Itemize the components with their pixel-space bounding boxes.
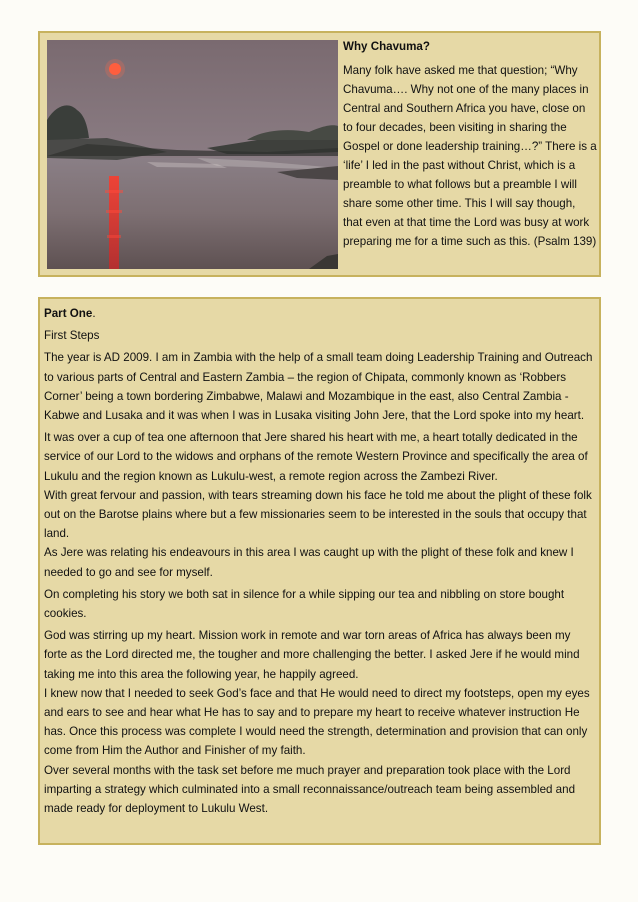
paragraph: Over several months with the task set before me much prayer and preparation took place with the Lord imparting a strategy which culminated into a small reconnaissance/outreach team being assembled and made ready for deployment to Lukulu West. <box>44 763 576 816</box>
paragraph: The year is AD 2009. I am in Zambia with the help of a small team doing Leadership Training and Outreach to various parts of Central and Eastern Zambia – the region of Chipata, commonly known as ‘Robbers Corner’ being a town bordering Zimbabwe, Malawi and Mozambique in the east, also Central Zambia - Kabwe and Lusaka and it was when I was in Lusaka visiting John Jere, that the Lord spoke into my heart. <box>44 351 593 423</box>
part-subheading: First Steps <box>44 329 100 343</box>
paragraph: On completing his story we both sat in silence for a while sipping our tea and nibbling on store bought cookies. <box>44 587 565 621</box>
part-heading-suffix: . <box>92 307 96 320</box>
sunset-river-photo <box>47 40 338 269</box>
intro-panel <box>38 31 601 277</box>
paragraph: It was over a cup of tea one afternoon that Jere shared his heart with me, a heart totally dedicated in the service of our Lord to the widows and orphans of the remote Western Province and specifically the area of Lukulu and the region known as Lukulu-west, a remote region across the Zambezi River. <box>44 431 588 483</box>
part-one-panel <box>38 297 601 845</box>
paragraph: As Jere was relating his endeavours in this area I was caught up with the plight of these folk and knew I needed to go and see for myself. <box>44 546 574 579</box>
intro-text <box>343 37 597 251</box>
part-heading-label: Part One <box>44 307 93 320</box>
paragraph: With great fervour and passion, with tears streaming down his face he told me about the plight of these folk out on the Barotse plains where but a few missionaries seem to be interested in the souls that occupy that land. <box>44 488 592 541</box>
intro-body: Many folk have asked me that question; “Why Chavuma…. Why not one of the many places in Central and Southern Africa you have, close on to four decades, been visiting in sharing the Gospel or done leadership training…?” There is a ‘life’ I led in the past without Christ, which is a preamble to what follows but a preamble I will share some other time. This I will say though, that even at that time the Lord was busy at work preparing me for a time such as this. (Psalm 139) <box>343 64 597 248</box>
paragraph: I knew now that I needed to seek God’s face and that He would need to direct my footsteps, open my eyes and ears to see and hear what He has to say and to prepare my heart to receive whatever instruction He has. Once this process was complete I would need the strength, determination and provision that can only come from Him the Author and Finisher of my faith. <box>44 686 590 758</box>
paragraph: God was stirring up my heart. Mission work in remote and war torn areas of Africa has always been my forte as the Lord directed me, the tougher and more challenging the better. I asked Jere if he would mind taking me into this area the following year, he happily agreed. <box>44 629 580 681</box>
part-heading <box>44 304 595 323</box>
intro-title: Why Chavuma? <box>343 40 430 53</box>
